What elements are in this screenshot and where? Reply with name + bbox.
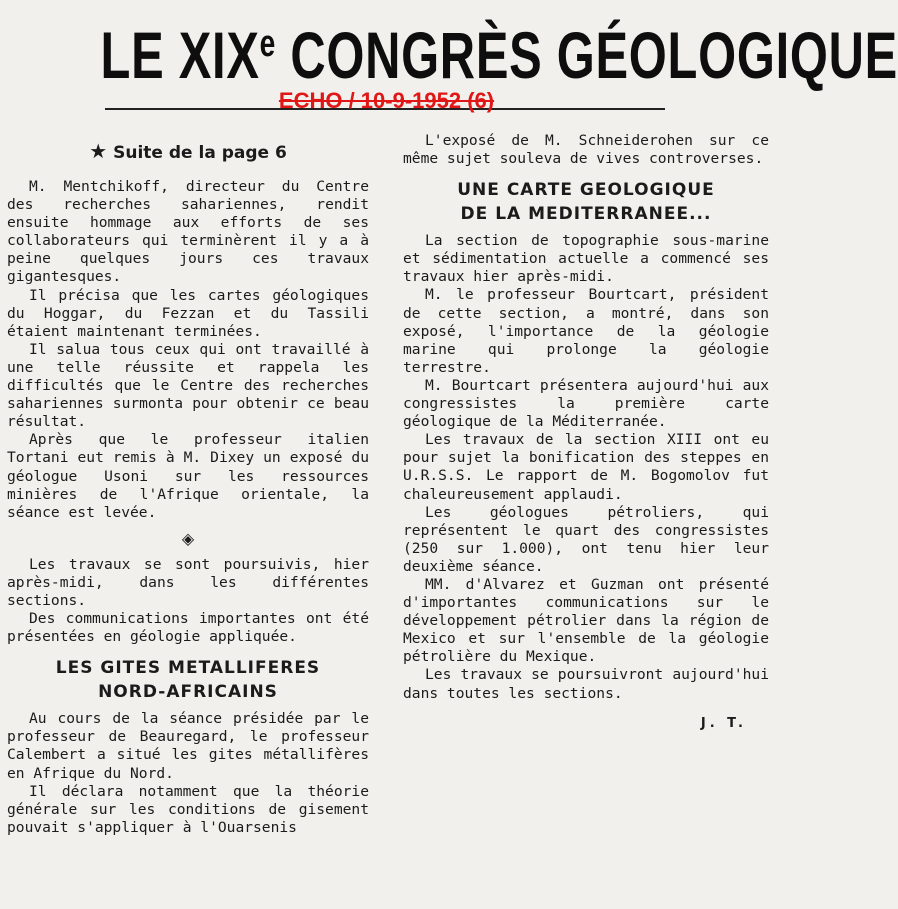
paragraph: M. Bourtcart présentera aujourd'hui aux congressistes la première carte géologique de la Méditerranée. [403, 376, 769, 431]
headline-rest: CONGRÈS GÉOLOGIQUE [276, 18, 898, 92]
subheading-line: NORD-AFRICAINS [98, 682, 278, 703]
paragraph: Il salua tous ceux qui ont travaillé à une telle réussite et rappela les difficultés que le Centre des recherches sahariennes surmonta pour obtenir ce beau résultat. [7, 340, 369, 431]
paragraph: La section de topographie sous-marine et sédimentation actuelle a commencé ses travaux hier après-midi. [403, 232, 769, 286]
paragraph: Des communications importantes ont été présentées en géologie appliquée. [7, 610, 369, 646]
paragraph: Après que le professeur italien Tortani eut remis à M. Dixey un exposé du géologue Usoni sur les ressources minières de l'Afrique orientale, la séance est levée. [7, 431, 369, 521]
continued-text: Suite de la page 6 [113, 143, 287, 163]
right-column [403, 132, 769, 733]
paragraph: Il précisa que les cartes géologiques du Hoggar, du Fezzan et du Tassili étaient maintenant terminées. [7, 286, 369, 340]
left-column [7, 132, 369, 837]
paragraph: Les géologues pétroliers, qui représentent le quart des congressistes (250 sur 1.000), ont tenu hier leur deuxième séance. [403, 503, 769, 575]
headline-text: LE XIX [100, 18, 260, 92]
subheading-line: LES GITES METALLIFERES [55, 658, 321, 679]
paragraph: L'exposé de M. Schneiderohen sur ce même sujet souleva de vives controverses. [403, 132, 769, 168]
subheading-line: DE LA MEDITERRANEE... [460, 204, 712, 225]
paragraph: Il déclara notamment que la théorie générale sur les conditions de gisement pouvait s'appliquer à l'Ouarsenis [7, 782, 369, 836]
paragraph: M. Mentchikoff, directeur du Centre des recherches sahariennes, rendit ensuite hommage aux efforts de ses collaborateurs qui terminèrent il y a à peine quelques jours ces travaux gigantesques. [7, 178, 369, 286]
paragraph: Au cours de la séance présidée par le professeur de Beauregard, le professeur Calembert a situé les gites métallifères en Afrique du Nord. [7, 710, 369, 782]
paragraph: Les travaux se sont poursuivis, hier après-midi, dans les différentes sections. [7, 555, 369, 609]
star-icon: ★ [89, 139, 108, 163]
paragraph: M. le professeur Bourtcart, président de cette section, a montré, dans son exposé, l'importance de la géologie marine qui prolonge la géologie terrestre. [403, 286, 769, 376]
paragraph: Les travaux de la section XIII ont eu pour sujet la bonification des steppes en U.R.S.S. Le rapport de M. Bogomolov fut chaleureusement applaudi. [403, 431, 769, 503]
subheading-line: UNE CARTE GEOLOGIQUE [457, 180, 715, 201]
continued-from-label [7, 138, 369, 166]
author-signature: J. T. [700, 715, 747, 731]
headline [100, 6, 898, 93]
source-annotation: ECHO / 10-9-1952 (6) [278, 88, 495, 113]
headline-superscript: e [259, 23, 277, 65]
paragraph: Les travaux se poursuivront aujourd'hui dans toutes les sections. [403, 666, 769, 702]
subheading-gites [7, 656, 369, 704]
subheading-carte [403, 178, 769, 226]
section-separator-icon: ◈ [181, 528, 195, 548]
paragraph: MM. d'Alvarez et Guzman ont présenté d'importantes communications sur le développement pétrolier dans la région de Mexico et sur l'ensemble de la géologie pétrolière du Mexique. [403, 575, 769, 666]
